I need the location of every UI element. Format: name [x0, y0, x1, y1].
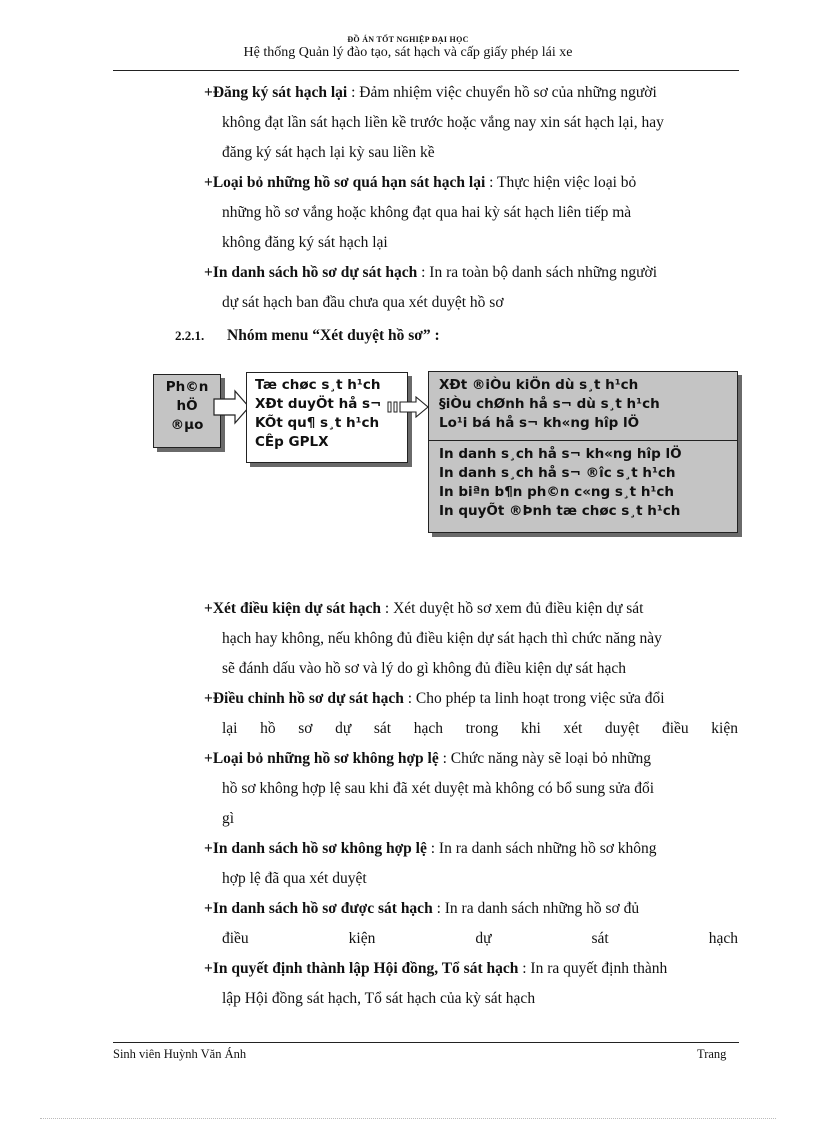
item-text: : In ra toàn bộ danh sách những người [417, 264, 658, 281]
item-text: những hồ sơ vắng hoặc không đạt qua hai kỳ sát hạch liên tiếp mà [222, 204, 632, 221]
item-text: điều kiện dự sát hạch [222, 930, 738, 947]
item-in-duoc-sat-hach [204, 894, 738, 954]
diagram-line: In danh s¸ch hå s¬ kh«ng hîp lÖ [439, 446, 682, 462]
diagram-line: In biªn b¶n ph©n c«ng s¸t h¹ch [439, 484, 674, 500]
diagram-box-print-actions [428, 440, 738, 533]
item-dieu-chinh-ho-so [204, 684, 738, 744]
item-xet-dieu-kien [204, 594, 738, 684]
item-text: : In ra quyết định thành [518, 960, 668, 977]
item-lead: +In danh sách hồ sơ không hợp lệ [204, 840, 427, 857]
item-lead: +Loại bỏ những hồ sơ quá hạn sát hạch lại [204, 174, 486, 191]
item-lead: +Đăng ký sát hạch lại [204, 84, 348, 101]
diagram-line: CÊp GPLX [255, 434, 329, 450]
item-lead: +In quyết định thành lập Hội đồng, Tổ sát hạch [204, 960, 519, 977]
item-text: : Đảm nhiệm việc chuyển hồ sơ của những người [347, 84, 657, 101]
item-text: hợp lệ đã qua xét duyệt [222, 870, 367, 887]
item-text: hạch hay không, nếu không đủ điều kiện dự sát hạch thì chức năng này [222, 630, 662, 647]
item-dang-ky-sat-hach-lai [204, 78, 738, 168]
item-text: không đạt lần sát hạch liền kề trước hoặc vắng nay xin sát hạch lại, hay [222, 114, 664, 131]
item-text: lại hồ sơ dự sát hạch trong khi xét duyệt điều kiện [222, 720, 738, 737]
header-rule [113, 70, 739, 71]
item-text: gì [222, 810, 235, 827]
footer-rule [113, 1042, 739, 1043]
item-text: không đăng ký sát hạch lại [222, 234, 388, 251]
diagram-line: Tæ chøc s¸t h¹ch [255, 377, 381, 393]
footer-author: Sinh viên Huỳnh Văn Ánh [113, 1047, 247, 1061]
item-lead: +Xét điều kiện dự sát hạch [204, 600, 382, 617]
item-text: sẽ đánh dấu vào hồ sơ và lý do gì không đủ điều kiện dự sát hạch [222, 660, 627, 677]
item-text: đăng ký sát hạch lại kỳ sau liền kề [222, 144, 435, 161]
diagram-line: XÐt ®iÒu kiÖn dù s¸t h¹ch [439, 377, 639, 393]
item-text: : Chức năng này sẽ loại bỏ những [438, 750, 651, 767]
diagram-line: Ph©n [165, 379, 209, 395]
item-lead: +Điều chỉnh hồ sơ dự sát hạch [204, 690, 404, 707]
section-number: 2.2.1. [175, 328, 205, 343]
item-lead: +Loại bỏ những hồ sơ không hợp lệ [204, 750, 439, 767]
arrow-right-icon [386, 396, 430, 418]
item-text: hồ sơ không hợp lệ sau khi đã xét duyệt mà không có bổ sung sửa đổi [222, 780, 655, 797]
item-lead: +In danh sách hồ sơ được sát hạch [204, 900, 433, 917]
header-subtitle: Hệ thống Quản lý đào tạo, sát hạch và cấp giấy phép lái xe [243, 45, 573, 60]
diagram-box-main-menu [246, 372, 408, 463]
header-title: ĐỒ ÁN TỐT NGHIỆP ĐẠI HỌC [347, 35, 469, 44]
footer-page-label: Trang [697, 1047, 727, 1061]
item-loai-bo-khong-hop-le [204, 744, 738, 834]
item-text: : In ra danh sách những hồ sơ không [426, 840, 657, 857]
diagram-line: Lo¹i bá hå s¬ kh«ng hîp lÖ [439, 415, 640, 431]
diagram-box-phan-he [153, 374, 221, 448]
diagram-line: §iÒu chØnh hå s¬ dù s¸t h¹ch [439, 396, 660, 412]
item-text: dự sát hạch ban đầu chưa qua xét duyệt hồ sơ [222, 294, 504, 311]
item-text: lập Hội đồng sát hạch, Tổ sát hạch của kỳ sát hạch [222, 990, 536, 1007]
item-in-danh-sach-du-sat-hach [204, 258, 738, 318]
item-text: : Thực hiện việc loại bỏ [485, 174, 637, 191]
section-title: Nhóm menu “Xét duyệt hồ sơ” : [227, 327, 440, 344]
item-text: : Cho phép ta linh hoạt trong việc sửa đổi [403, 690, 665, 707]
item-lead: +In danh sách hồ sơ dự sát hạch [204, 264, 418, 281]
diagram-line: KÕt qu¶ s¸t h¹ch [255, 415, 380, 431]
item-text: : In ra danh sách những hồ sơ đủ [432, 900, 640, 917]
item-loai-bo-qua-han [204, 168, 738, 258]
diagram-box-xet-duyet-actions [428, 371, 738, 441]
diagram-line: In danh s¸ch hå s¬ ®îc s¸t h¹ch [439, 465, 676, 481]
diagram-line: hÖ [176, 398, 198, 414]
diagram-line: ®µo [170, 417, 204, 433]
item-in-quyet-dinh [204, 954, 738, 1014]
diagram-line: XÐt duyÖt hå s¬ [255, 396, 382, 412]
section-heading [175, 327, 440, 345]
page-bottom-dotted-rule [40, 1118, 776, 1119]
item-text: : Xét duyệt hồ sơ xem đủ điều kiện dự sát [381, 600, 644, 617]
item-in-khong-hop-le [204, 834, 738, 894]
diagram-line: In quyÕt ®Þnh tæ chøc s¸t h¹ch [439, 503, 681, 519]
